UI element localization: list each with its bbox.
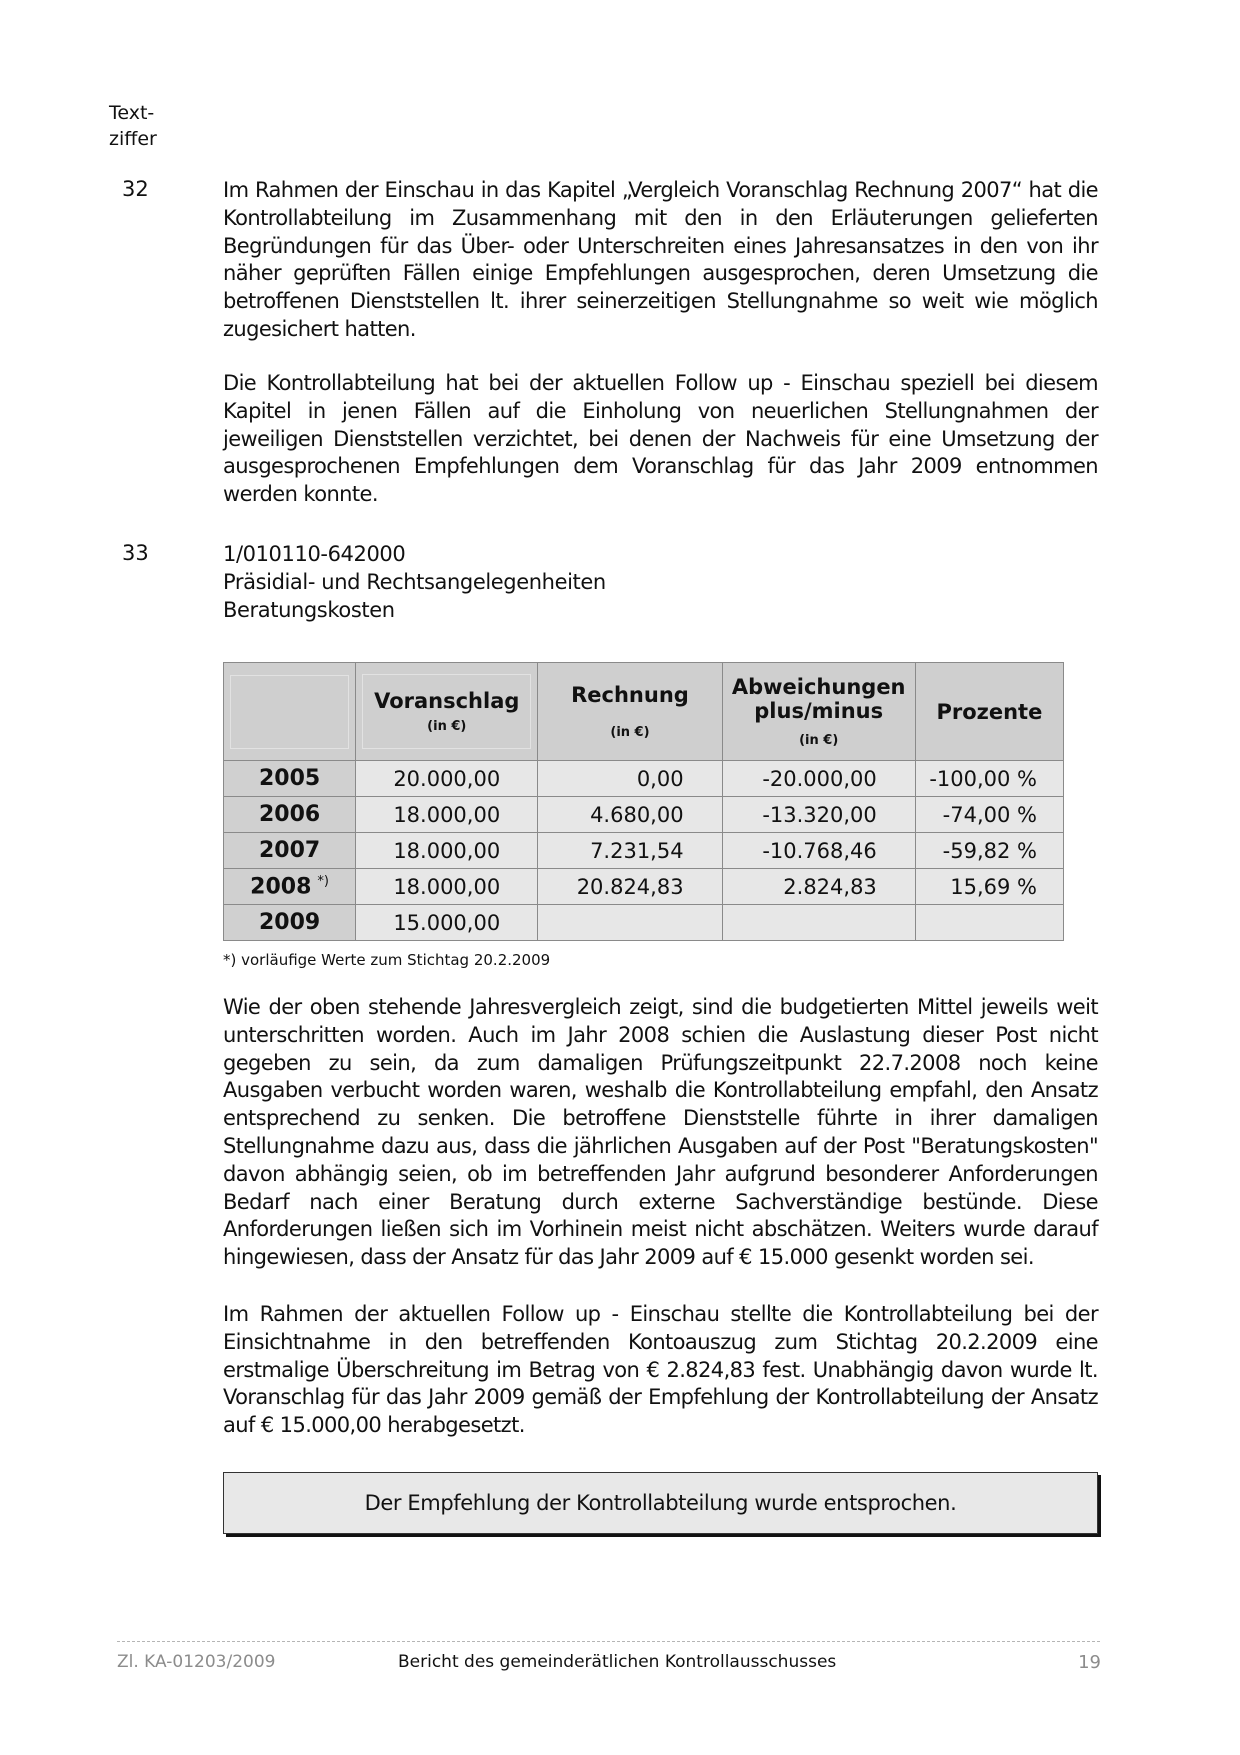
margin-label-line2: ziffer (109, 128, 157, 150)
table-row (224, 797, 1064, 833)
header-abweichungen-line1: Abweichungen (731, 675, 906, 699)
header-voranschlag-unit: (in €) (427, 719, 467, 734)
section-32-paragraph-2: Die Kontrollabteilung hat bei der aktuellen Follow up - Einschau speziell bei diesem Kapitel in jenen Fällen auf die Einholung von neuerlichen Stellungnahmen der jeweiligen Dienststellen verzichtet, bei denen der Nachweis für eine Umsetzung der ausgesprochenen Empfehlungen dem Voranschlag für das Jahr 2009 entnommen werden konnte. (223, 371, 1098, 507)
header-abweichungen-line2: plus/minus (754, 699, 884, 723)
cell-abweichung: -13.320,00 (722, 797, 915, 833)
section-33-paragraph-2: Im Rahmen der aktuellen Follow up - Einschau stellte die Kontrollabteilung bei der Einsichtnahme in den betreffenden Kontoauszug zum Stichtag 20.2.2009 eine erstmalige Überschreitung im Betrag von € 2.824,83 fest. Unabhängig davon wurde lt. Voranschlag für das Jahr 2009 gemäß der Empfehlung der Kontrollabteilung der Ansatz auf € 15.000,00 herabgesetzt. (223, 1302, 1098, 1438)
cell-year: 2007 (224, 833, 356, 869)
header-rechnung (538, 663, 722, 761)
cell-voranschlag: 15.000,00 (356, 905, 538, 941)
section-33-heading (223, 541, 606, 624)
header-year (224, 663, 356, 761)
cell-abweichung: -20.000,00 (722, 761, 915, 797)
cell-abweichung: -10.768,46 (722, 833, 915, 869)
cell-abweichung (722, 905, 915, 941)
table-row (224, 869, 1064, 905)
cell-voranschlag: 18.000,00 (356, 797, 538, 833)
page-number: 19 (1078, 1652, 1101, 1673)
cell-voranschlag: 20.000,00 (356, 761, 538, 797)
cell-prozent: 15,69 % (915, 869, 1063, 905)
section-number-32: 32 (122, 177, 149, 201)
cell-year: 2009 (224, 905, 356, 941)
table-row (224, 833, 1064, 869)
header-voranschlag (356, 663, 538, 761)
section-32-paragraph-1: Im Rahmen der Einschau in das Kapitel „Vergleich Voranschlag Rechnung 2007“ hat die Kontrollabteilung im Zusammenhang mit den in den Erläuterungen gelieferten Begründungen für das Über- oder Unterschreiten eines Jahresansatzes in den von ihr näher geprüften Fällen einige Empfehlungen ausgesprochen, deren Umsetzung die betroffenen Dienststellen lt. ihrer seinerzeitigen Stellungnahme so weit wie möglich zugesichert hatten. (223, 178, 1098, 341)
header-abweichungen (722, 663, 915, 761)
header-prozente-label: Prozente (936, 699, 1043, 724)
cell-year: 2006 (224, 797, 356, 833)
cell-voranschlag: 18.000,00 (356, 833, 538, 869)
table-row (224, 905, 1064, 941)
footer-divider (117, 1641, 1100, 1642)
cell-prozent (915, 905, 1063, 941)
cell-rechnung: 7.231,54 (538, 833, 722, 869)
cell-rechnung: 20.824,83 (538, 869, 722, 905)
table-footnote: *) vorläufige Werte zum Stichtag 20.2.2009 (223, 951, 551, 969)
cell-abweichung: 2.824,83 (722, 869, 915, 905)
footer-title: Bericht des gemeinderätlichen Kontrollausschusses (398, 1652, 837, 1672)
footer-reference: Zl. KA-01203/2009 (117, 1652, 276, 1672)
header-voranschlag-label: Voranschlag (374, 689, 520, 713)
provisional-marker: *) (317, 873, 329, 889)
budget-comparison-table (223, 662, 1064, 941)
cell-prozent: -100,00 % (915, 761, 1063, 797)
cell-rechnung (538, 905, 722, 941)
cell-prozent: -59,82 % (915, 833, 1063, 869)
account-number: 1/010110-642000 (223, 542, 406, 566)
result-text: Der Empfehlung der Kontrollabteilung wurde entsprochen. (364, 1491, 957, 1515)
header-rechnung-label: Rechnung (571, 683, 689, 707)
table-row (224, 761, 1064, 797)
cell-rechnung: 4.680,00 (538, 797, 722, 833)
cell-year: 2005 (224, 761, 356, 797)
header-abweichungen-unit: (in €) (799, 733, 839, 748)
cell-rechnung: 0,00 (538, 761, 722, 797)
section-number-33: 33 (122, 541, 149, 565)
department-name: Präsidial- und Rechtsangelegenheiten (223, 569, 606, 594)
header-prozente (915, 663, 1063, 761)
header-rechnung-unit: (in €) (610, 725, 650, 740)
margin-label-line1: Text- (109, 102, 155, 124)
cell-voranschlag: 18.000,00 (356, 869, 538, 905)
section-33-paragraph-1: Wie der oben stehende Jahresvergleich zeigt, sind die budgetierten Mittel jeweils weit unterschritten worden. Auch im Jahr 2008 schien die Auslastung dieser Post nicht gegeben zu sein, da zum damaligen Prüfungszeitpunkt 22.7.2008 noch keine Ausgaben verbucht worden waren, weshalb die Kontrollabteilung empfahl, den Ansatz entsprechend zu senken. Die betroffene Dienststelle führte in ihrer damaligen Stellungnahme dazu aus, dass die jährlichen Ausgaben auf der Post "Beratungskosten" davon abhängig seien, ob im betreffenden Jahr aufgrund besonderer Anforderungen Bedarf nach einer Beratung durch externe Sachverständige bestünde. Diese Anforderungen ließen sich im Vorhinein meist nicht abschätzen. Weiters wurde darauf hingewiesen, dass der Ansatz für das Jahr 2009 auf € 15.000 gesenkt worden sei. (223, 995, 1098, 1270)
item-name: Beratungskosten (223, 597, 395, 622)
cell-year: 2008 *) (224, 869, 356, 905)
margin-label (109, 100, 157, 152)
cell-prozent: -74,00 % (915, 797, 1063, 833)
table-header-row (224, 663, 1064, 761)
result-box (223, 1472, 1098, 1534)
